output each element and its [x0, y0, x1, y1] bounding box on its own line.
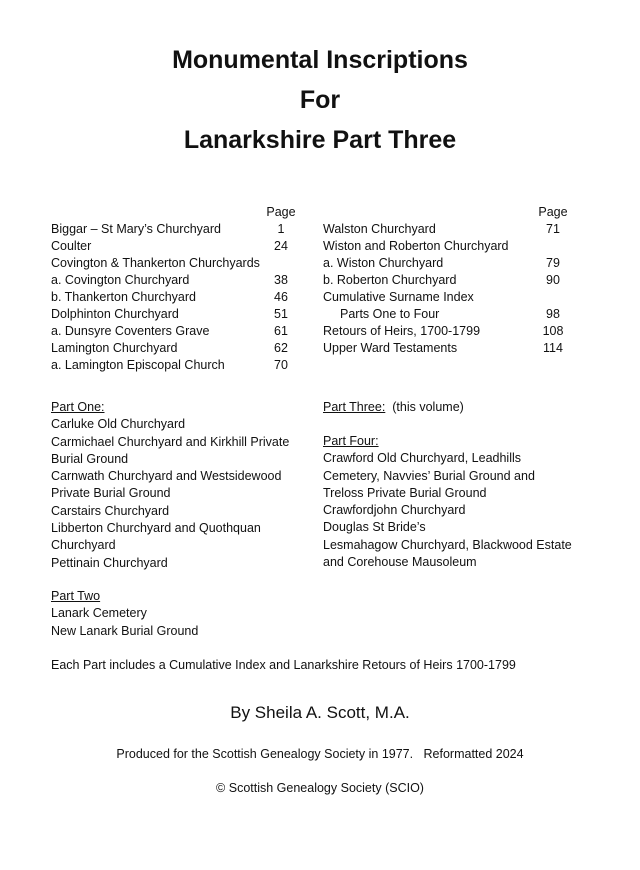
contents-entry: Walston Churchyard 71 — [323, 222, 560, 236]
part-one-line: Carstairs Churchyard — [51, 503, 170, 518]
part-four-line: and Corehouse Mausoleum — [323, 555, 477, 570]
part-one-line: Libberton Churchyard and Quothquan — [51, 521, 261, 536]
contents-entry: a. Wiston Churchyard 79 — [323, 256, 560, 270]
part-one-heading: Part One: — [51, 400, 105, 414]
part-four-line: Crawfordjohn Churchyard — [323, 503, 466, 518]
part-three-note: (this volume) — [385, 400, 464, 414]
part-one-line: Carnwath Churchyard and Westsidewood — [51, 469, 282, 484]
title-line-2: For — [299, 86, 341, 114]
contents-entry: a. Covington Churchyard 38 — [51, 273, 288, 287]
part-three-section — [323, 399, 464, 416]
contents-entry: Parts One to Four 98 — [340, 307, 560, 321]
contents-entry: Upper Ward Testaments 114 — [323, 341, 563, 355]
contents-right-column — [323, 204, 573, 357]
part-one-line: Private Burial Ground — [51, 486, 171, 501]
page-column-header: Page — [266, 205, 296, 219]
contents-entry: b. Roberton Churchyard 90 — [323, 273, 560, 287]
part-one-line: Pettinain Churchyard — [51, 555, 168, 570]
copyright-line: © Scottish Genealogy Society (SCIO) — [216, 781, 424, 795]
part-one-line: Carluke Old Churchyard — [51, 417, 186, 432]
part-one-section — [51, 399, 289, 572]
contents-entry: Biggar – St Mary’s Churchyard 1 — [51, 222, 285, 236]
part-four-heading: Part Four: — [323, 434, 379, 448]
page-header-row — [51, 204, 301, 221]
part-one-line: Burial Ground — [51, 451, 129, 466]
author-line: By Sheila A. Scott, M.A. — [230, 703, 410, 722]
cumulative-index-note: Each Part includes a Cumulative Index and Lanarkshire Retours of Heirs 1700-1799 — [51, 658, 516, 672]
contents-entry: a. Dunsyre Coventers Grave 61 — [51, 324, 288, 338]
contents-entry: a. Lamington Episcopal Church 70 — [51, 358, 288, 372]
contents-entry: b. Thankerton Churchyard 46 — [51, 290, 288, 304]
part-two-section — [51, 588, 198, 640]
part-four-line: Cemetery, Navvies’ Burial Ground and — [323, 468, 535, 483]
contents-entry: Cumulative Surname Index — [323, 290, 474, 304]
part-two-line: Lanark Cemetery — [51, 606, 147, 621]
part-three-heading: Part Three: — [323, 400, 386, 414]
part-four-section — [323, 433, 572, 571]
part-one-line: Churchyard — [51, 538, 116, 553]
part-four-line: Douglas St Bride’s — [323, 520, 426, 535]
title-line-3: Lanarkshire Part Three — [183, 126, 457, 154]
contents-entry: Covington & Thankerton Churchyards — [51, 256, 260, 270]
contents-entry: Coulter 24 — [51, 239, 288, 253]
page-column-header: Page — [538, 205, 568, 219]
document-title — [0, 40, 640, 160]
contents-left-column — [51, 204, 301, 374]
page-header-row — [323, 204, 573, 221]
contents-entry: Wiston and Roberton Churchyard — [323, 239, 509, 253]
part-one-line: Carmichael Churchyard and Kirkhill Private — [51, 434, 290, 449]
contents-entry: Retours of Heirs, 1700-1799 108 — [323, 324, 564, 338]
part-four-line: Crawford Old Churchyard, Leadhills — [323, 451, 522, 466]
part-four-line: Lesmahagow Churchyard, Blackwood Estate — [323, 537, 572, 552]
part-two-heading: Part Two — [51, 589, 101, 603]
title-line-1: Monumental Inscriptions — [172, 46, 468, 74]
contents-entry: Lamington Churchyard 62 — [51, 341, 288, 355]
part-four-line: Treloss Private Burial Ground — [323, 485, 487, 500]
produced-line: Produced for the Scottish Genealogy Society in 1977. Reformatted 2024 — [116, 747, 524, 761]
part-two-line: New Lanark Burial Ground — [51, 623, 199, 638]
contents-entry: Dolphinton Churchyard 51 — [51, 307, 288, 321]
